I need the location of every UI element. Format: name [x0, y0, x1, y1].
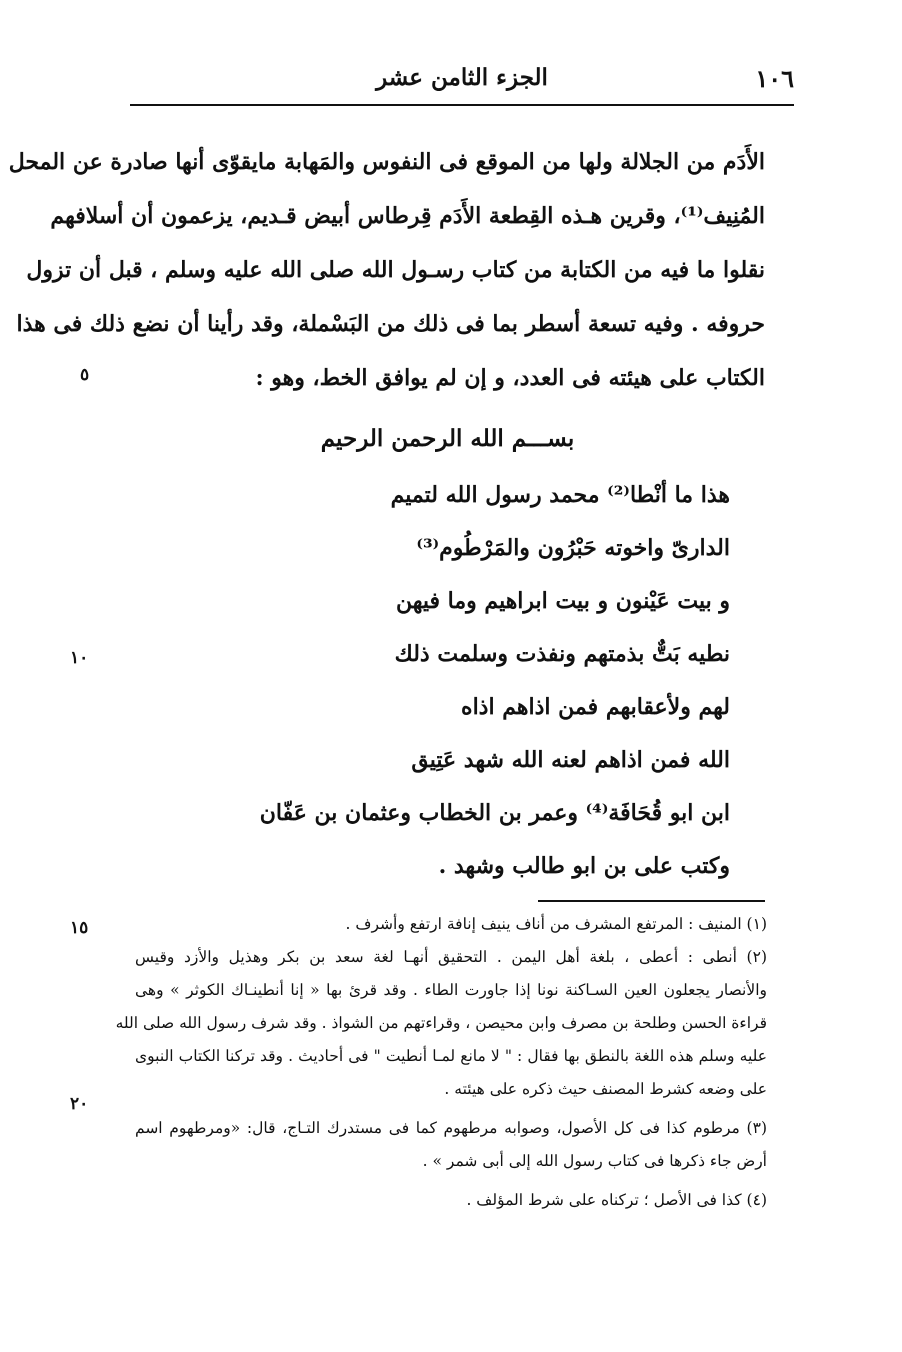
body-line: نقلوا ما فيه من الكتابة من كتاب رسـول الله صلى الله عليه وسلم ، قبل أن تزول	[26, 257, 765, 283]
footnote-line: قراءة الحسن وطلحة بن مصرف وابن محيصن ، وقراءتهم من الشواذ . وقد شرف رسول الله صلى الله	[115, 1014, 767, 1032]
margin-line-number: ١٠	[70, 648, 89, 668]
document-line: لهم ولأعقابهم فمن اذاهم اذاه	[461, 694, 730, 720]
body-line: حروفه . وفيه تسعة أسطر بما فى ذلك من البَسْملة، وقد رأينا أن نضع ذلك فى هذا	[16, 311, 765, 337]
document-line: وكتب على بن ابو طالب وشهد .	[438, 853, 730, 879]
footnote-line: على وضعه كشرط المصنف حيث ذكره على هيئته .	[444, 1080, 767, 1098]
footnote-line: (٣) مرطوم كذا فى كل الأصول، وصوابه مرطهوم كما فى مستدرك التـاج، قال: «ومرطهوم اسم	[135, 1119, 767, 1137]
body-line: المُنِيف⁽¹⁾، وقرين هـذه القِطعة الأَدَم قِرطاس أبيض قـديم، يزعمون أن أسلافهم	[50, 203, 765, 229]
footnote-line: (٤) كذا فى الأصل ؛ تركناه على شرط المؤلف .	[466, 1191, 767, 1209]
footnote-line: (٢) أنطى : أعطى ، بلغة أهل اليمن . التحقيق أنهـا لغة سعد بن بكر وهذيل والأزد وقيس	[135, 948, 767, 966]
footnote-separator	[538, 900, 765, 902]
running-title: الجزء الثامن عشر	[376, 64, 548, 91]
footnote-line: (١) المنيف : المرتفع المشرف من أناف ينيف إنافة ارتفع وأشرف .	[345, 915, 767, 933]
document-line: و بيت عَيْنون و بيت ابراهيم وما فيهن	[395, 588, 730, 614]
document-line: نطيه بَتٌّ بذمتهم ونفذت وسلمت ذلك	[394, 641, 730, 667]
margin-line-number: ٥	[80, 365, 90, 385]
document-line: ابن ابو قُحَافَة⁽⁴⁾ وعمر بن الخطاب وعثمان بن عَفّان	[259, 800, 730, 826]
footnotes	[115, 908, 767, 1217]
body-paragraph	[8, 135, 765, 405]
quoted-document	[259, 466, 730, 890]
footnote-line: أرض جاء ذكرها فى كتاب رسول الله إلى أبى شمر » .	[422, 1152, 767, 1170]
footnote-4	[135, 1184, 767, 1217]
footnote-line: والأنصار يجعلون العين السـاكنة نونا إذا جاورت الطاء . وقد قرئ بها « إنا أنطينـاك الكوثر » وهى	[135, 981, 767, 999]
margin-line-number: ١٥	[70, 918, 89, 938]
footnote-1	[135, 908, 767, 941]
header-rule	[130, 104, 794, 106]
margin-line-number: ٢٠	[70, 1094, 89, 1114]
footnote-2	[115, 941, 767, 1106]
footnote-3	[135, 1112, 767, 1178]
bismillah-heading: بســـم الله الرحمن الرحيم	[320, 425, 575, 452]
page-number: ١٠٦	[755, 64, 794, 93]
body-line: الكتاب على هيئته فى العدد، و إن لم يوافق الخط، وهو :	[255, 365, 765, 391]
document-line: الله فمن اذاهم لعنه الله شهد عَتِيق	[411, 747, 730, 773]
document-line: الدارىّ واخوته حَبْرُون والمَرْطُوم⁽³⁾	[416, 535, 730, 561]
footnote-line: عليه وسلم هذه اللغة بالنطق بها فقال : " لا مانع لمـا أنطيت " فى أحاديث . وقد تركنا الكتاب النبوى	[135, 1047, 767, 1065]
body-line: الأَدَم من الجلالة ولها من الموقع فى النفوس والمَهابة مايقوّى أنها صادرة عن المحل	[8, 149, 765, 175]
page-header	[130, 60, 794, 100]
document-line: هذا ما أنْطا⁽²⁾ محمد رسول الله لتميم	[390, 482, 730, 508]
